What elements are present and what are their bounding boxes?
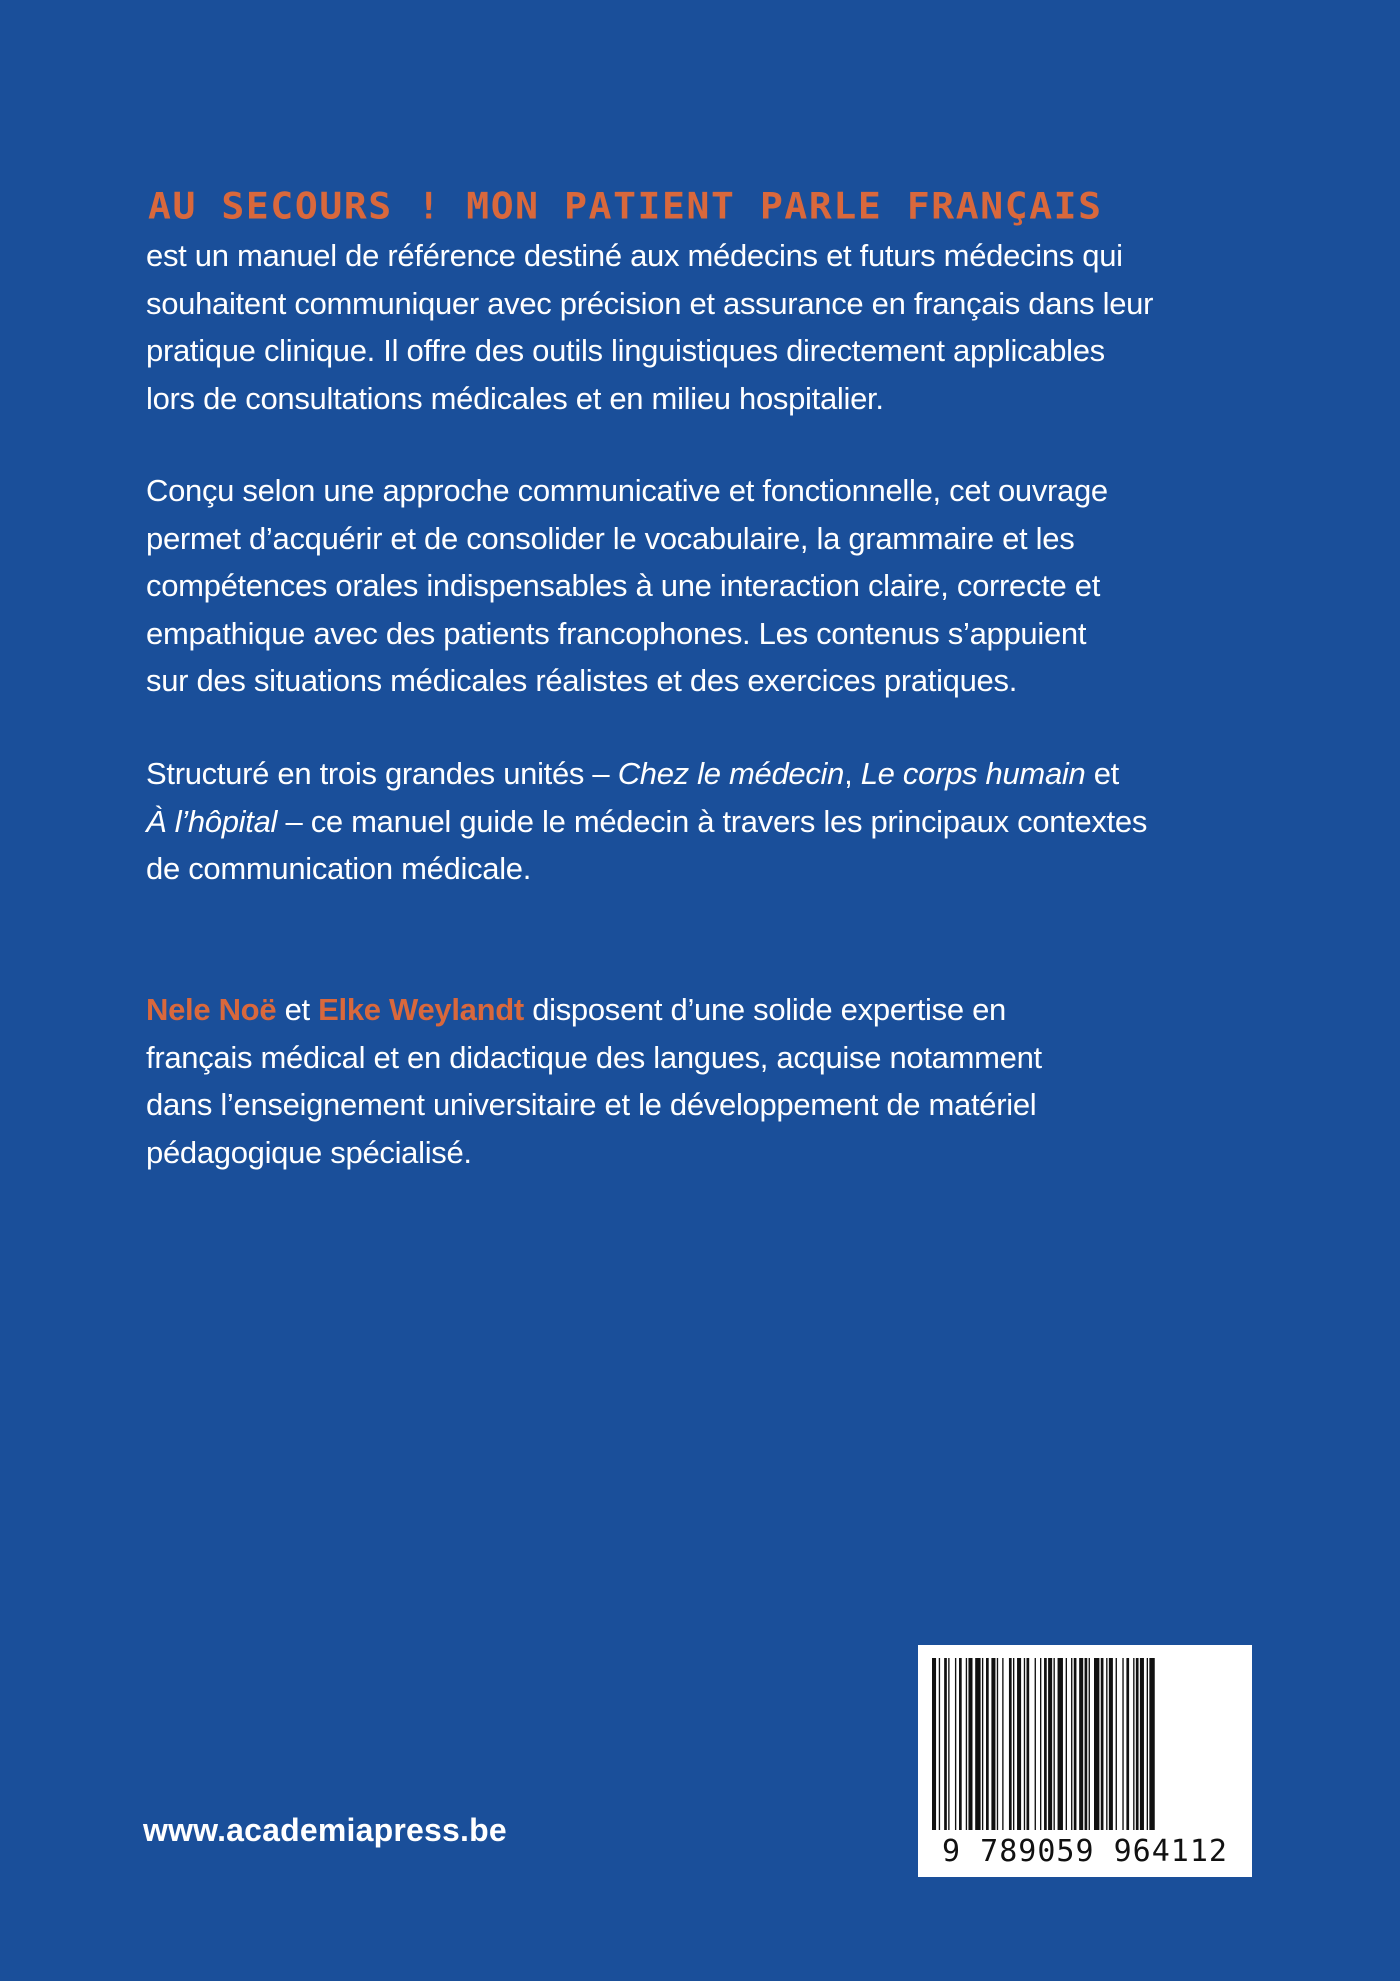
text-span: Structuré en trois grandes unités – [146, 756, 618, 791]
text-line: sur des situations médicales réalistes et des exercices pratiques. [146, 663, 1018, 698]
text-line: français médical et en didactique des langues, acquise notamment [146, 1039, 1042, 1075]
text-span: et [1085, 756, 1119, 791]
publisher-website[interactable]: www.academiapress.be [143, 1812, 507, 1848]
unit-title-3: À l’hôpital [146, 803, 278, 839]
text-span: – ce manuel guide le médecin à travers les principaux contextes [277, 803, 1148, 839]
book-title: AU SECOURS ! MON PATIENT PARLE FRANÇAIS [148, 185, 1103, 227]
unit-title-2: Le corps humain [860, 756, 1086, 791]
text-line: compétences orales indispensables à une interaction claire, correcte et [146, 568, 1101, 603]
text-line: est un manuel de référence destiné aux médecins et futurs médecins qui [146, 238, 1123, 273]
text-line: lors de consultations médicales et en milieu hospitalier. [146, 380, 884, 416]
text-line: souhaitent communiquer avec précision et assurance en français dans leur [146, 285, 1154, 321]
text-span: , [844, 756, 861, 791]
text-line: pédagogique spécialisé. [146, 1134, 472, 1170]
text-span: et [276, 992, 319, 1027]
text-line: empathique avec des patients francophones. Les contenus s’appuient [146, 615, 1087, 651]
text-line: permet d’acquérir et de consolider le vocabulaire, la grammaire et les [146, 520, 1075, 556]
text-line: Conçu selon une approche communicative et fonctionnelle, cet ouvrage [146, 473, 1108, 508]
text-line [146, 750, 1156, 798]
text-span: disposent d’une solide expertise en [523, 992, 1006, 1027]
description-paragraph-2 [146, 467, 1156, 705]
text-line [146, 986, 1156, 1034]
text-line: dans l’enseignement universitaire et le développement de matériel [146, 1087, 1037, 1122]
authors-paragraph [146, 986, 1156, 1176]
text-line [146, 798, 1156, 846]
text-line: de communication médicale. [146, 851, 532, 886]
unit-title-1: Chez le médecin [617, 756, 845, 791]
barcode-bars [932, 1658, 1238, 1830]
author-name-1: Nele Noë [146, 992, 277, 1027]
isbn-barcode [918, 1645, 1252, 1877]
description-paragraph-1 [146, 232, 1156, 422]
isbn-number: 9 789059 964112 [942, 1834, 1228, 1869]
author-name-2: Elke Weylandt [318, 992, 524, 1027]
description-paragraph-3 [146, 750, 1156, 893]
text-line: pratique clinique. Il offre des outils linguistiques directement applicables [146, 333, 1105, 368]
